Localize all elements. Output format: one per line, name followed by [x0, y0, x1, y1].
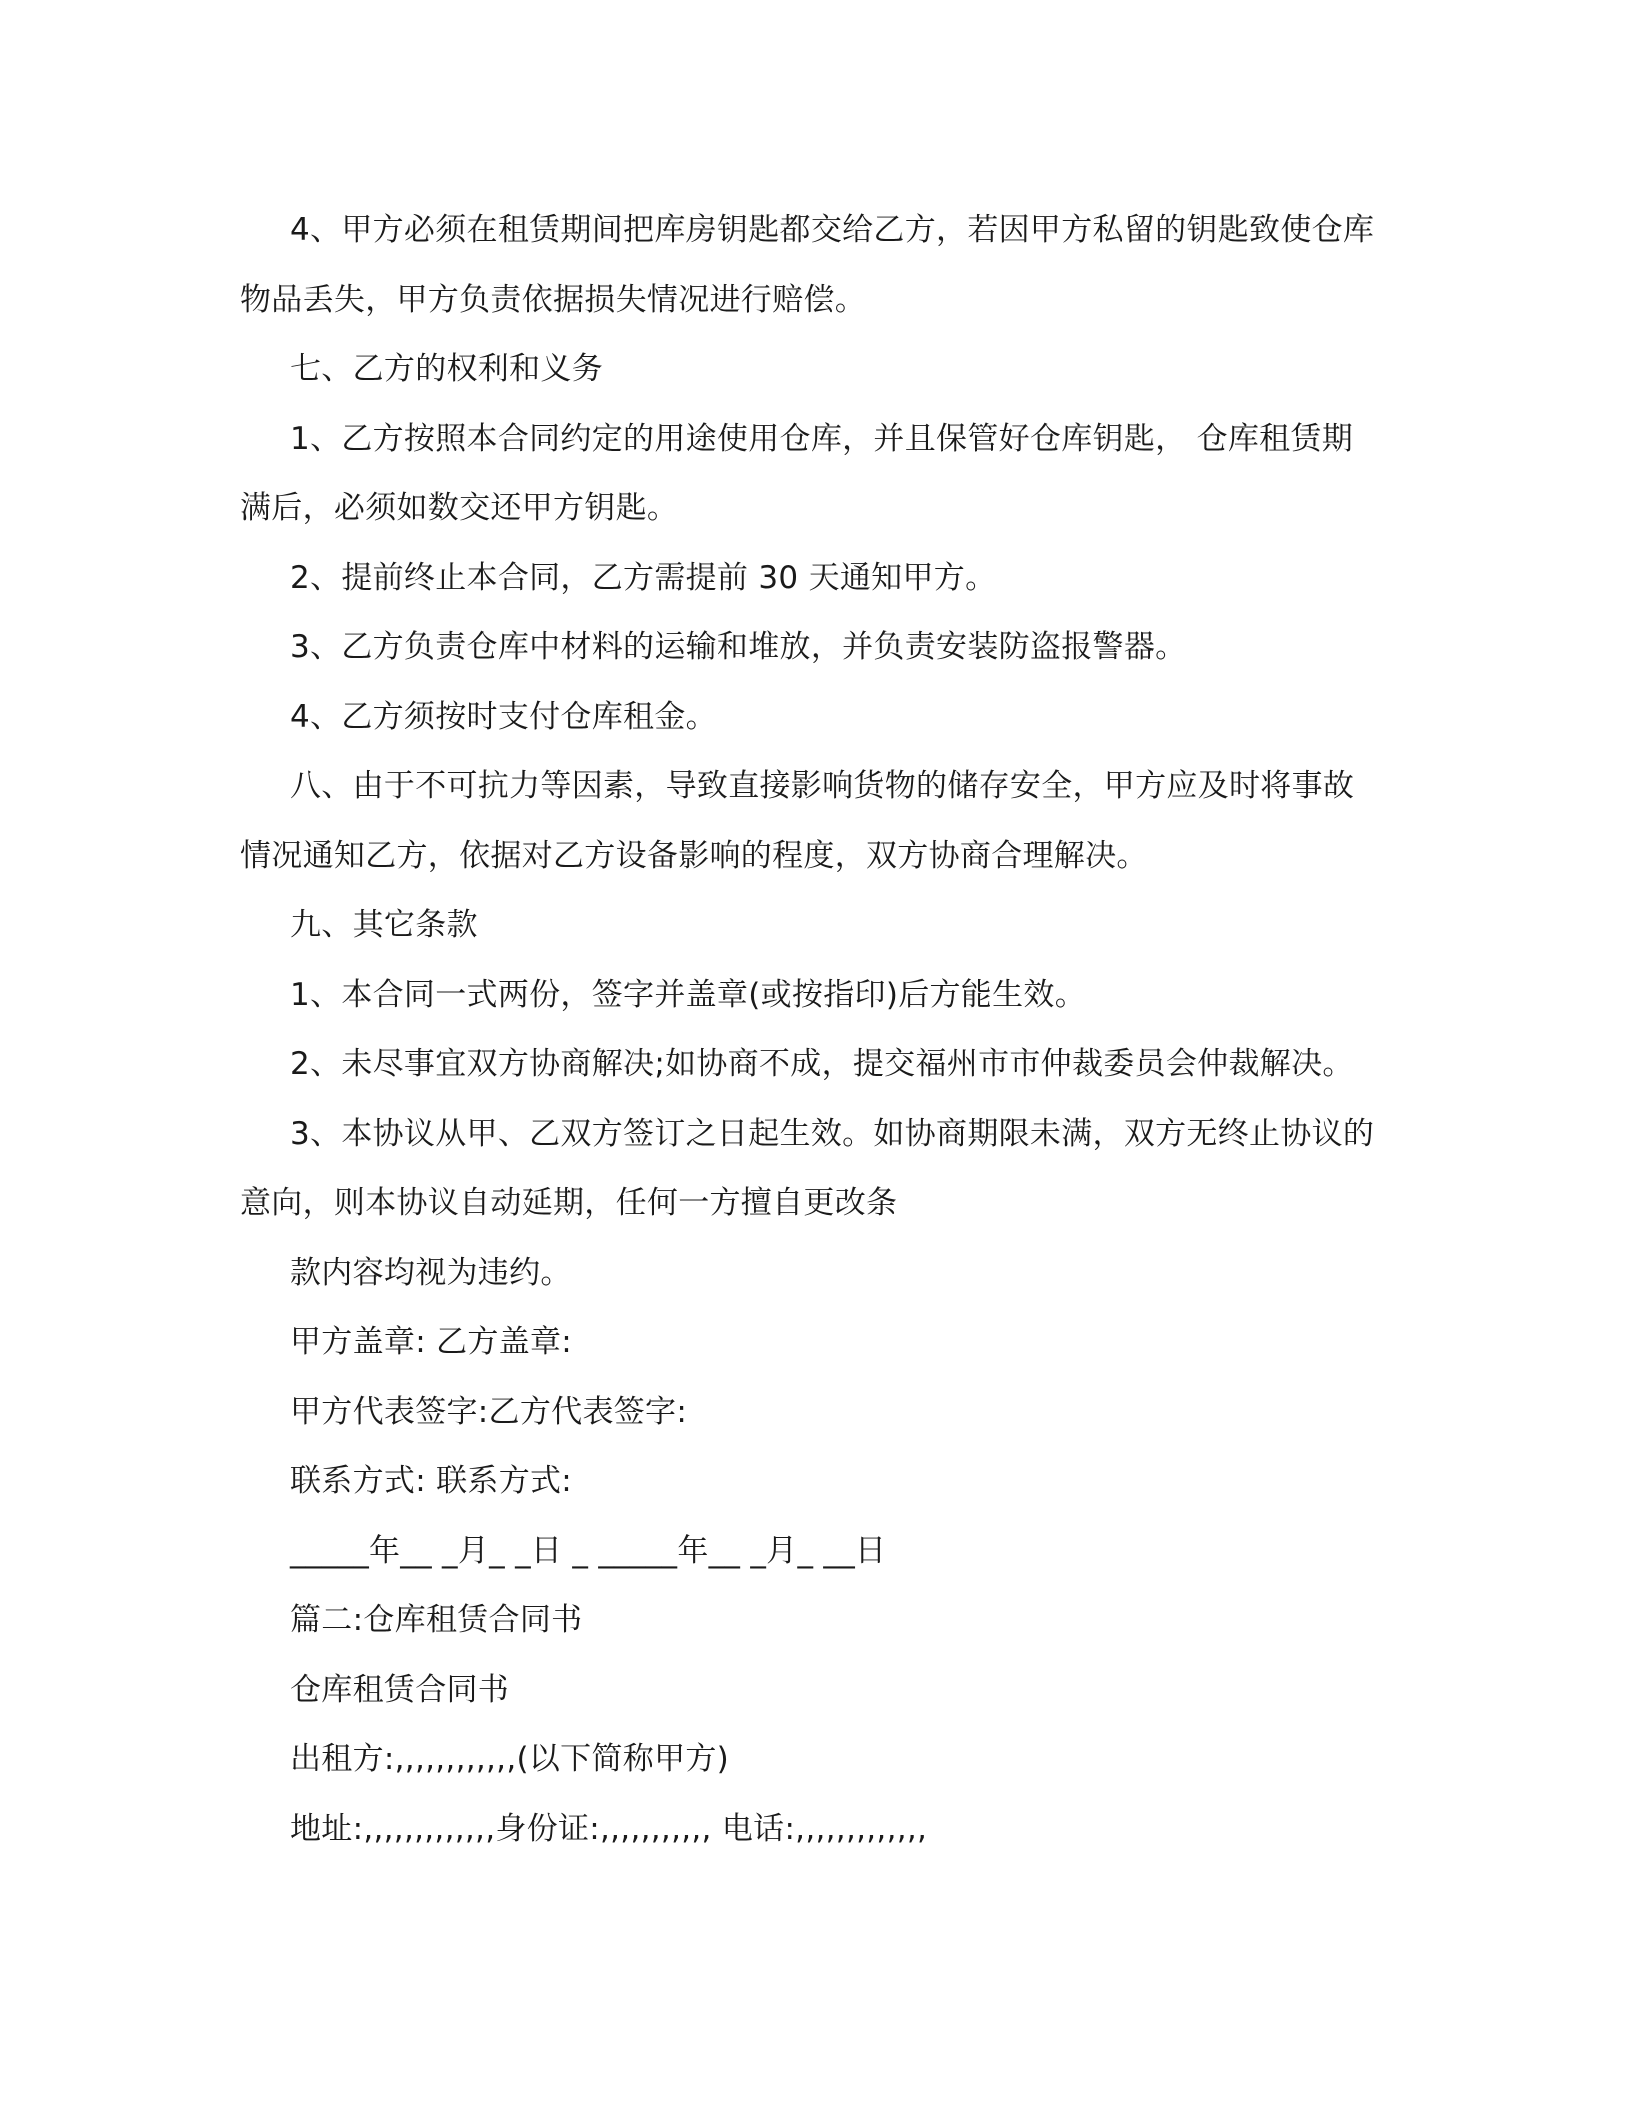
chapter-title: 篇二:仓库租赁合同书	[290, 1602, 583, 1638]
lessor-line: 出租方:,,,,,,,,,,,,(以下简称甲方)	[290, 1741, 730, 1777]
clause-paragraph: 2、提前终止本合同，乙方需提前 30 天通知甲方。	[290, 559, 997, 596]
clause-paragraph: 3、本协议从甲、乙双方签订之日起生效。如协商期限未满，双方无终止协议的意向，则本协议自动延期，任何一方擅自更改条	[240, 1115, 1375, 1221]
document-body	[240, 196, 1380, 1864]
clause-paragraph: 4、甲方必须在租赁期间把库房钥匙都交给乙方，若因甲方私留的钥匙致使仓库物品丢失，甲方负责依据损失情况进行赔偿。	[240, 212, 1375, 318]
clause-paragraph: 2、未尽事宜双方协商解决;如协商不成，提交福州市市仲裁委员会仲裁解决。	[290, 1046, 1354, 1082]
clause-continuation: 款内容均视为违约。	[290, 1254, 572, 1291]
signature-line: 甲方代表签字:乙方代表签字:	[290, 1393, 688, 1430]
section-heading: 九、其它条款	[290, 907, 478, 943]
contact-line: 联系方式: 联系方式:	[290, 1463, 573, 1499]
seal-line: 甲方盖章: 乙方盖章:	[290, 1324, 573, 1360]
date-line: _____年__ _月_ _日 _ _____年__ _月_ __日	[290, 1532, 887, 1569]
clause-paragraph: 1、本合同一式两份，签字并盖章(或按指印)后方能生效。	[290, 976, 1087, 1013]
contract-title: 仓库租赁合同书	[290, 1671, 510, 1708]
section-paragraph: 八、由于不可抗力等因素，导致直接影响货物的储存安全，甲方应及时将事故情况通知乙方，依据对乙方设备影响的程度，双方协商合理解决。	[240, 768, 1355, 874]
address-line: 地址:,,,,,,,,,,,,,身份证:,,,,,,,,,,, 电话:,,,,,,,,,,,,,	[290, 1810, 928, 1847]
clause-paragraph: 3、乙方负责仓库中材料的运输和堆放，并负责安装防盗报警器。	[290, 629, 1187, 665]
clause-paragraph: 1、乙方按照本合同约定的用途使用仓库，并且保管好仓库钥匙， 仓库租赁期满后，必须如数交还甲方钥匙。	[240, 420, 1354, 526]
clause-paragraph: 4、乙方须按时支付仓库租金。	[290, 698, 717, 735]
section-heading: 七、乙方的权利和义务	[290, 351, 603, 387]
